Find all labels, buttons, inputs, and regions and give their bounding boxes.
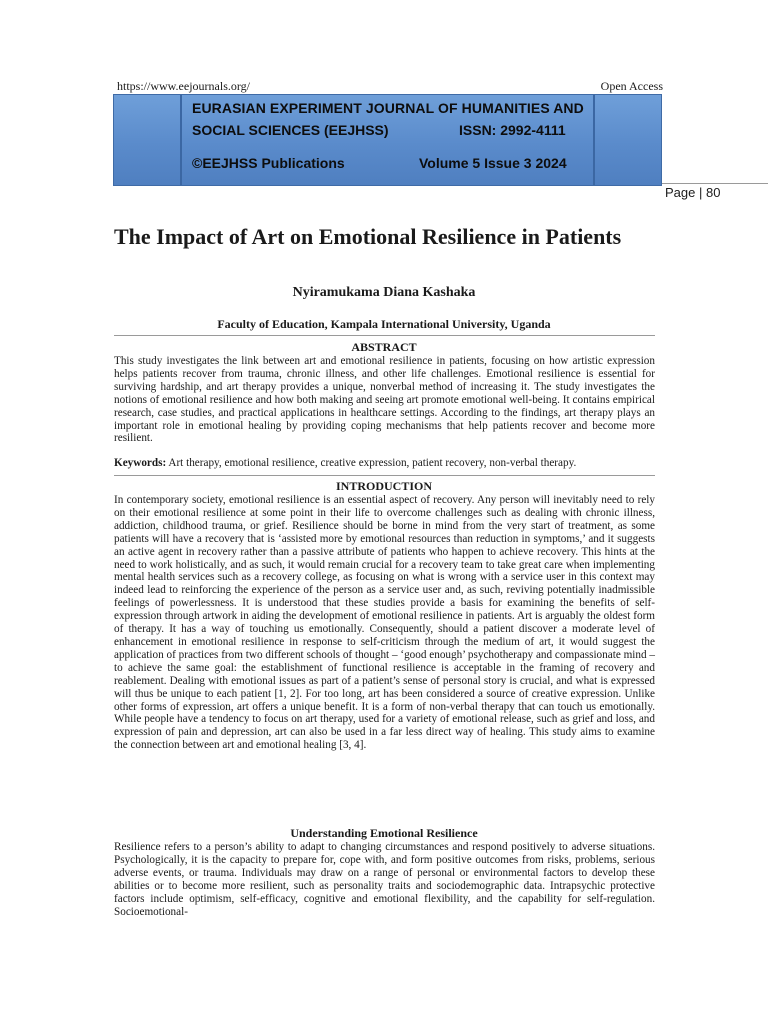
introduction-text: In contemporary society, emotional resilience is an essential aspect of recovery. Any person will inevitably need to rely on their emotional resilience at some point in their life to overcome challenges such as dealing with chronic illness, addiction, childhood trauma, or grief. Resilience should be borne in mind from the very start of treatment, as some patients will have a recovery that is ‘assisted more by emotional resources than reduction in symptoms,’ and it suggests an active agent in recovery rather than a passive attribute of patients who happen to achieve recovery. This hints at the need to work holistically, and as such, it would remain crucial for a recovery team to take great care when implementing mental health services such as a recovery college, as focusing on what is wrong with a service user in this context may indeed lead to reinforcing the experience of the person as a service user and, as such, reviving potentially inadmissible feelings of powerlessness. It is understood that these studies provide a basis for examining the benefits of self-expression through artwork in aiding the development of emotional resilience in patients. Art is arguably the oldest form of therapy. It has a way of touching us emotionally. Consequently, should a patient discover a moderate level of enhancement in emotional resilience in response to self-criticism through the medium of art, it would suggest the application of practices from two different schools of thought – ‘good enough’ psychotherapy and compassionate mind – to achieve the same goal: the establishment of functional resilience is acceptable in the framing of recovery and reablement. Dealing with emotional issues as part of a patient’s sense of personal story is crucial, and what is expressed will thus be unique to each patient [1, 2]. For too long, art has been considered a source of creative expression. Unlike other forms of expression, art offers a unique benefit. It is a form of non-verbal therapy that can touch us emotionally. While people have a tendency to focus on art therapy, used for a variety of emotional release, such as grief and loss, and expression of pain and depression, art can also be used in a far less direct way of healing. This study aims to examine the connection between art and emotional healing [3, 4]. [114,494,655,752]
understanding-text: Resilience refers to a person’s ability to adapt to changing circumstances and respond positively to adverse situations. Psychologically, it is the capacity to prepare for, cope with, and form positive outcomes from risks, problems, serious adverse events, or trauma. Individuals may draw on a range of personal or environmental factors to develop these abilities or to become more resilient, such as personality traits and sociodemographic data. Intrapsychic protective factors include optimism, self-efficacy, cognitive and emotional flexibility, and the capability for self-regulation. Socioemotional- [114,841,655,918]
divider [114,335,655,336]
author-name: Nyiramukama Diana Kashaka [292,285,476,300]
journal-url[interactable]: https://www.eejournals.org/ [117,79,250,93]
keywords-label: Keywords: [114,457,167,469]
journal-banner [113,94,662,186]
abstract-heading: ABSTRACT [351,340,417,354]
keywords [114,457,655,470]
divider [114,475,655,476]
issn-label: ISSN: 2992-4111 [459,122,566,138]
keywords-list: Art therapy, emotional resilience, creative expression, patient recovery, non-verbal therapy. [166,457,577,469]
volume-label: Volume 5 Issue 3 2024 [419,155,567,171]
publisher-label: ©EEJHSS Publications [192,155,345,171]
journal-name-line2: SOCIAL SCIENCES (EEJHSS) [192,122,389,138]
understanding-heading: Understanding Emotional Resilience [290,826,478,840]
page-number-rule [662,183,768,184]
journal-name-line1: EURASIAN EXPERIMENT JOURNAL OF HUMANITIES AND [192,100,584,116]
page-number: Page | 80 [665,185,721,200]
abstract-text: This study investigates the link between art and emotional resilience in patients, focusing on how artistic expression helps patients recover from trauma, chronic illness, and other life challenges. Emotional resilience is essential for surviving hardship, and art therapy provides a unique, nonverbal method of increasing it. The study investigates the notions of emotional resilience and how both making and seeing art promote emotional well-being. It contains empirical research, case studies, and practical applications in healthcare settings. According to the findings, art therapy plays an important role in emotional healing by providing coping mechanisms that help patients recover and become more resilient. [114,355,655,445]
article-title: The Impact of Art on Emotional Resilience in Patients [114,224,622,249]
author-affiliation: Faculty of Education, Kampala International University, Uganda [217,317,551,331]
banner-right-strip [593,95,661,185]
introduction-heading: INTRODUCTION [335,479,432,493]
open-access-label: Open Access [600,79,663,93]
banner-left-strip [114,95,182,185]
